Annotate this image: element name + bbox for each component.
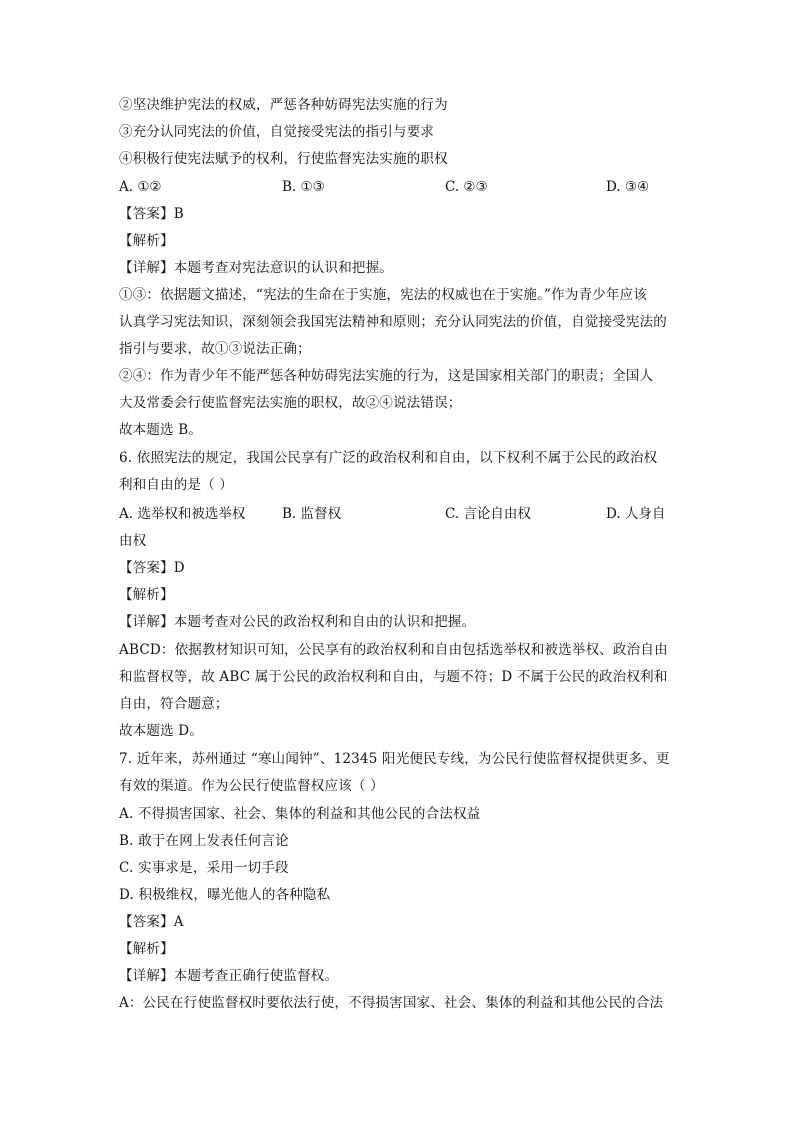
q5-statement-4: ④积极行使宪法赋予的权利，行使监督宪法实施的职权: [119, 151, 448, 167]
q7-explanation-line-1: A：公民在行使监督权时要依法行使，不得损害国家、社会、集体的利益和其他公民的合法: [119, 995, 664, 1011]
q5-answer: 【答案】B: [119, 206, 184, 222]
q5-explanation-line-2: 认真学习宪法知识，深刻领会我国宪法精神和原则；充分认同宪法的价值，自觉接受宪法的: [119, 314, 667, 330]
q7-option-b: B. 敢于在网上发表任何言论: [119, 833, 289, 849]
q6-stem-line-2: 利和自由的是（ ）: [119, 477, 234, 493]
q6-stem-line-1: 6. 依照宪法的规定，我国公民享有广泛的政治权利和自由，以下权利不属于公民的政治权: [119, 450, 658, 466]
q6-option-d-continued: 由权: [119, 533, 147, 549]
q5-option-d: D. ③④: [606, 179, 650, 195]
q7-analysis-label: 【解析】: [119, 941, 174, 957]
q5-explanation-line-5: 大及常委会行使监督宪法实施的职权，故②④说法错误；: [119, 395, 462, 411]
q5-statement-2: ②坚决维护宪法的权威，严惩各种妨碍宪法实施的行为: [119, 97, 448, 113]
q5-option-c: C. ②③: [445, 179, 488, 195]
q6-analysis-label: 【解析】: [119, 587, 174, 603]
q5-analysis-label: 【解析】: [119, 233, 174, 249]
q5-conclusion: 故本题选 B。: [119, 422, 203, 438]
q5-explanation-line-4: ②④：作为青少年不能严惩各种妨碍宪法实施的行为，这是国家相关部门的职责；全国人: [119, 368, 654, 384]
q5-options: [119, 177, 679, 197]
q7-option-d: D. 积极维权，曝光他人的各种隐私: [119, 887, 331, 903]
q7-detail: 【详解】本题考查正确行使监督权。: [119, 968, 339, 984]
q5-statement-3: ③充分认同宪法的价值，自觉接受宪法的指引与要求: [119, 124, 435, 140]
q7-option-a: A. 不得损害国家、社会、集体的利益和其他公民的合法权益: [119, 806, 481, 822]
q6-explanation-line-1: ABCD：依据教材知识可知，公民享有的政治权利和自由包括选举权和被选举权、政治自由: [119, 642, 668, 658]
q5-option-a: A. ①②: [119, 179, 162, 195]
q5-explanation-line-1: ①③：依据题文描述，“宪法的生命在于实施，宪法的权威也在于实施。”作为青少年应该: [119, 287, 648, 303]
q6-detail: 【详解】本题考查对公民的政治权利和自由的认识和把握。: [119, 614, 476, 630]
q6-conclusion: 故本题选 D。: [119, 723, 204, 739]
q6-option-a: A. 选举权和被选举权: [119, 506, 246, 522]
q5-explanation-line-3: 指引与要求，故①③说法正确；: [119, 341, 311, 357]
q7-stem-line-1: 7. 近年来，苏州通过 “寒山闻钟”、12345 阳光便民专线，为公民行使监督权提供更多、更: [119, 751, 670, 767]
q7-answer: 【答案】A: [119, 914, 184, 930]
q6-option-c: C. 言论自由权: [445, 506, 531, 522]
q7-option-c: C. 实事求是，采用一切手段: [119, 860, 289, 876]
q7-stem-line-2: 有效的渠道。作为公民行使监督权应该（ ）: [119, 778, 384, 794]
q6-option-d: D. 人身自: [606, 506, 666, 522]
q5-detail: 【详解】本题考查对宪法意识的认识和把握。: [119, 260, 393, 276]
q6-answer: 【答案】D: [119, 560, 185, 576]
q6-explanation-line-2: 和监督权等，故 ABC 属于公民的政治权利和自由，与题不符；D 不属于公民的政治权利和: [119, 669, 668, 685]
q6-explanation-line-3: 自由，符合题意；: [119, 696, 229, 712]
q6-options: [119, 504, 679, 524]
q6-option-b: B. 监督权: [282, 506, 342, 522]
q5-option-b: B. ①③: [282, 179, 325, 195]
